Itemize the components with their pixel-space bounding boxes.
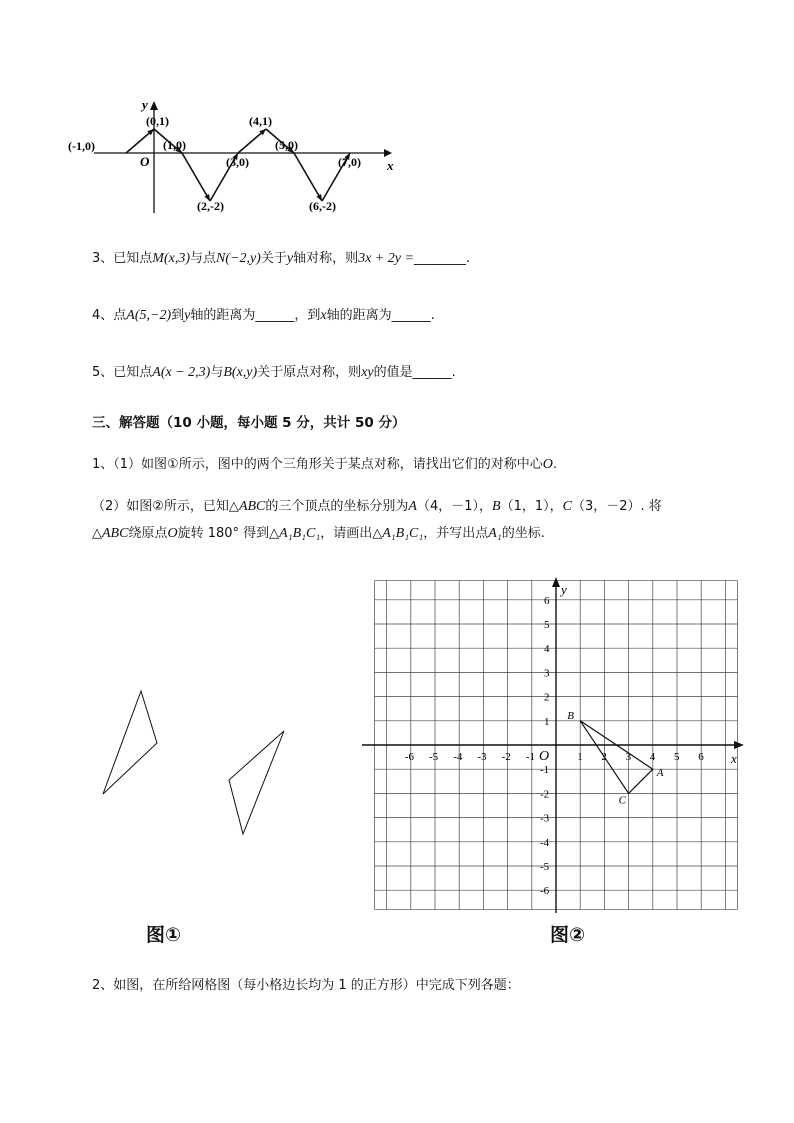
- y-tick-label: -6: [540, 885, 550, 898]
- x-tick-label: -2: [501, 751, 511, 763]
- figure-1-triangles: [95, 680, 295, 845]
- problem-2: 2、如图，在所给网格图（每小格边长均为 1 的正方形）中完成下列各题：: [92, 978, 520, 993]
- zigzag-segment: [294, 153, 322, 201]
- y-tick-label: 2: [544, 691, 550, 704]
- triangle-right: [229, 731, 284, 834]
- x-tick-label: -6: [404, 751, 414, 763]
- y-tick-label: -4: [540, 836, 550, 849]
- x-tick-label: 1: [577, 751, 583, 763]
- figure-1-caption: 图①: [146, 924, 182, 946]
- point-label: (4,1): [249, 114, 272, 128]
- vertex-label: A: [656, 767, 664, 780]
- y-axis-label: y: [142, 97, 148, 112]
- question-5: 5、已知点A(x − 2,3)与B(x,y)关于原点对称，则xy的值是______.: [92, 365, 456, 380]
- x-tick-label: 2: [601, 751, 607, 763]
- point-label: (2,-2): [197, 199, 224, 213]
- y-tick-label: 5: [544, 619, 550, 631]
- zigzag-graph: [68, 95, 410, 220]
- point-label: (5,0): [275, 138, 298, 152]
- grid-x-axis-label: x: [731, 751, 737, 766]
- x-axis-arrow: [734, 741, 744, 749]
- x-tick-label: 3: [625, 751, 632, 763]
- x-tick-label: 4: [649, 751, 656, 763]
- triangle-abc: [580, 721, 653, 794]
- figure-2-caption: 图②: [550, 924, 586, 946]
- point-label: (7,0): [338, 155, 361, 169]
- origin-label: O: [140, 154, 150, 169]
- x-tick-label: 6: [698, 751, 704, 763]
- figure-2-grid: [360, 575, 750, 915]
- x-tick-label: -4: [453, 751, 463, 763]
- x-tick-label: -1: [525, 751, 535, 763]
- problem-1-part-2-cont: △ABC绕原点O旋转 180° 得到△A₁B₁C₁，请画出△A₁B₁C₁，并写出点A₁的坐标.: [92, 526, 545, 541]
- x-axis-label: x: [387, 158, 394, 173]
- grid-origin-label: O: [539, 749, 550, 764]
- question-3: 3、已知点M(x,3)与点N(−2,y)关于y轴对称，则3x + 2y =________.: [92, 251, 471, 266]
- zigzag-segment: [182, 153, 210, 201]
- vertex-label: C: [618, 794, 626, 807]
- answer-blank[interactable]: ________.: [413, 251, 471, 266]
- x-tick-label: 5: [674, 751, 680, 763]
- y-tick-label: -5: [540, 861, 550, 873]
- y-tick-label: 4: [544, 643, 550, 656]
- x-tick-label: -5: [429, 751, 439, 763]
- section-heading: 三、解答题（10 小题，每小题 5 分，共计 50 分）: [92, 415, 406, 431]
- y-tick-label: 3: [544, 667, 550, 680]
- point-label: (6,-2): [309, 199, 336, 213]
- x-tick-label: -3: [477, 751, 487, 763]
- point-label: (3,0): [226, 155, 249, 169]
- problem-1-part-1: 1、（1）如图①所示，图中的两个三角形关于某点对称，请找出它们的对称中心O.: [92, 457, 557, 472]
- y-tick-label: 6: [544, 594, 550, 607]
- y-tick-label: -1: [540, 764, 550, 777]
- y-axis-arrow: [552, 577, 560, 587]
- problem-1-part-2: （2）如图②所示，已知△ABC的三个顶点的坐标分别为A（4，－1），B（1，1），C（3，－2）. 将: [92, 499, 662, 514]
- triangle-left: [103, 691, 157, 794]
- y-tick-label: -3: [540, 812, 550, 825]
- point-label: (0,1): [146, 114, 169, 128]
- point-label: (1,0): [163, 138, 186, 152]
- grid-y-axis-label: y: [561, 582, 567, 597]
- point-label: (-1,0): [68, 139, 95, 153]
- question-4: 4、点A(5,−2)到y轴的距离为______，到x轴的距离为______.: [92, 308, 435, 323]
- y-tick-label: 1: [544, 715, 550, 728]
- vertex-label: B: [567, 709, 574, 722]
- y-tick-label: -2: [540, 788, 550, 801]
